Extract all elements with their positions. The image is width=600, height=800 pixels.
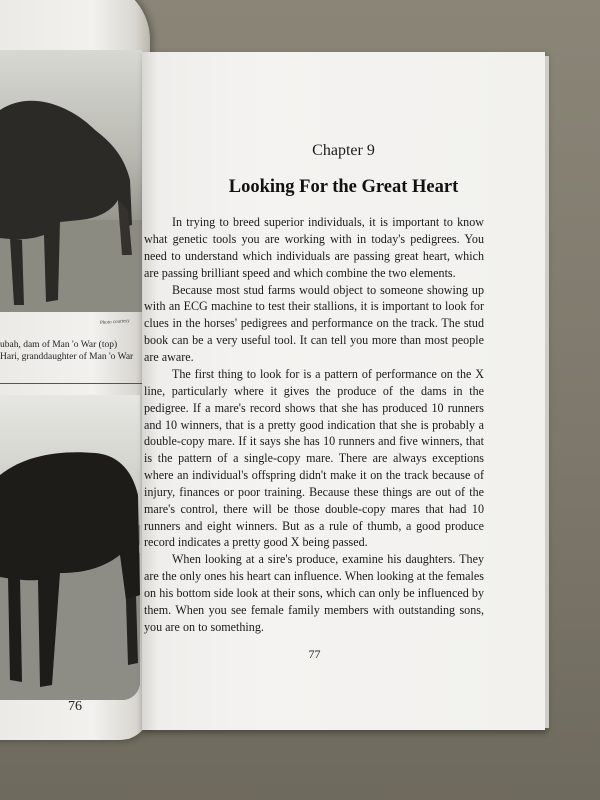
page-number-left: 76 — [68, 699, 82, 714]
horse-photo-top — [0, 50, 142, 312]
page-number-right: 77 — [308, 647, 321, 661]
paragraph: Because most stud farms would object to someone showing up with an ECG machine to test their stallions, it is important to look for clues in the horses' pedigrees and performance on the track. The stud book can be a very useful tool. It can tell you more than most people are aware. — [144, 282, 484, 364]
horse-photo-bottom — [0, 395, 140, 700]
paragraph: The first thing to look for is a pattern of performance on the X line, particularly where it gives the produce of the dams in the pedigree. If a mare's record shows that she has produced 10 runners and 10 winners, that is a pretty good indication that she is probably a double-copy mare. If it says she has 10 runners and five winners, that is the pattern of a single-copy mare. There are always exceptions where an individual's offspring didn't make it on the track because of injury, finances or poor training. Because these things are out of the mare's control, there will be those double-copy mares that had 10 runners and eight winners. But as a rule of thumb, a good produce record indicates a pretty good X being passed. — [144, 366, 484, 550]
chapter-body — [144, 214, 484, 636]
page-edge — [545, 56, 549, 728]
chapter-label: Chapter 9 — [312, 142, 375, 159]
photo-caption-line-2: Hari, granddaughter of Man 'o War — [0, 352, 134, 362]
photo-caption-line-1: ubah, dam of Man 'o War (top) — [0, 340, 118, 350]
photo-credit: Photo courtesy — [99, 318, 130, 327]
paragraph: In trying to breed superior individuals, it is important to know what genetic tools you are working with in today's pedigrees. You need to understand which individuals are passing great heart, which are passing brilliant speed and which combine the two elements. — [144, 215, 484, 280]
chapter-title: Looking For the Great Heart — [228, 177, 459, 197]
divider-rule — [0, 383, 145, 384]
paragraph: When looking at a sire's produce, examine his daughters. They are the only ones his heart can influence. When looking at the females on his bottom side look at their sons, which can only be influenced by them. When you see female family members with outstanding sons, you are on to something. — [144, 552, 484, 634]
right-page — [142, 52, 545, 730]
